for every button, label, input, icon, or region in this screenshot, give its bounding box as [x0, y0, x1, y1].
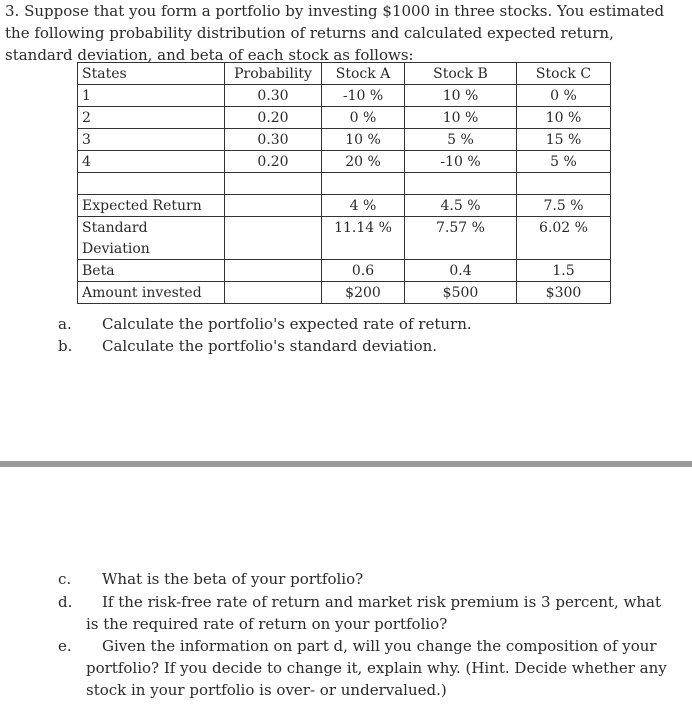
table-row [78, 107, 611, 129]
expected-return-row [78, 195, 611, 217]
stock-c-cell: 5 % [517, 151, 611, 173]
header-stock-b: Stock B [405, 63, 517, 85]
probability-cell: 0.20 [225, 151, 322, 173]
question-e [58, 635, 670, 701]
std-dev-label-2: Deviation [78, 238, 225, 260]
header-probability: Probability [225, 63, 322, 85]
question-e-text: Given the information on part d, will you change the composition of your portfolio? If you decide to change it, explain why. (Hint. Decide whether any stock in your portfolio is over- or undervalued.) [86, 637, 667, 699]
beta-c: 1.5 [517, 260, 611, 282]
expected-return-b: 4.5 % [405, 195, 517, 217]
expected-return-c: 7.5 % [517, 195, 611, 217]
question-c-text: What is the beta of your portfolio? [102, 570, 364, 588]
state-cell: 3 [78, 129, 225, 151]
header-states: States [78, 63, 225, 85]
stock-c-cell: 10 % [517, 107, 611, 129]
stock-a-cell: 0 % [322, 107, 405, 129]
question-a-text: Calculate the portfolio's expected rate of return. [102, 315, 472, 333]
stock-a-cell: 10 % [322, 129, 405, 151]
std-dev-row-cont [78, 238, 611, 260]
std-dev-label-1: Standard [78, 217, 225, 239]
table-row [78, 129, 611, 151]
stock-b-cell: 10 % [405, 85, 517, 107]
state-cell: 2 [78, 107, 225, 129]
state-cell: 4 [78, 151, 225, 173]
problem-intro: 3. Suppose that you form a portfolio by investing $1000 in three stocks. You estimated the following probability distribution of returns and calculated expected return, standard deviation, and beta of each stock as follows: [5, 2, 665, 64]
probability-cell: 0.20 [225, 107, 322, 129]
question-b-label: b. [58, 337, 73, 355]
table-header-row [78, 63, 611, 85]
amount-row [78, 282, 611, 304]
stock-b-cell: -10 % [405, 151, 517, 173]
stock-a-cell: 20 % [322, 151, 405, 173]
std-dev-c: 6.02 % [517, 217, 611, 239]
stock-c-cell: 15 % [517, 129, 611, 151]
probability-cell: 0.30 [225, 85, 322, 107]
amount-b: $500 [405, 282, 517, 304]
probability-cell: 0.30 [225, 129, 322, 151]
std-dev-a: 11.14 % [322, 217, 405, 239]
question-d-label: d. [58, 593, 73, 611]
amount-c: $300 [517, 282, 611, 304]
std-dev-b: 7.57 % [405, 217, 517, 239]
stock-table [77, 62, 611, 304]
stock-c-cell: 0 % [517, 85, 611, 107]
beta-a: 0.6 [322, 260, 405, 282]
beta-b: 0.4 [405, 260, 517, 282]
stock-b-cell: 5 % [405, 129, 517, 151]
question-d [58, 591, 670, 635]
question-d-text: If the risk-free rate of return and market risk premium is 3 percent, what is the required rate of return on your portfolio? [86, 593, 661, 633]
table-row-empty [78, 173, 611, 195]
page-divider [0, 461, 692, 467]
std-dev-row [78, 217, 611, 239]
beta-label: Beta [78, 260, 225, 282]
stock-a-cell: -10 % [322, 85, 405, 107]
table-row [78, 151, 611, 173]
stock-b-cell: 10 % [405, 107, 517, 129]
question-b-text: Calculate the portfolio's standard deviation. [102, 337, 438, 355]
expected-return-a: 4 % [322, 195, 405, 217]
amount-a: $200 [322, 282, 405, 304]
question-a-label: a. [58, 315, 72, 333]
question-c-label: c. [58, 570, 72, 588]
header-stock-a: Stock A [322, 63, 405, 85]
header-stock-c: Stock C [517, 63, 611, 85]
amount-label: Amount invested [78, 282, 225, 304]
table-row [78, 85, 611, 107]
beta-row [78, 260, 611, 282]
question-e-label: e. [58, 637, 72, 655]
expected-return-label: Expected Return [78, 195, 225, 217]
state-cell: 1 [78, 85, 225, 107]
